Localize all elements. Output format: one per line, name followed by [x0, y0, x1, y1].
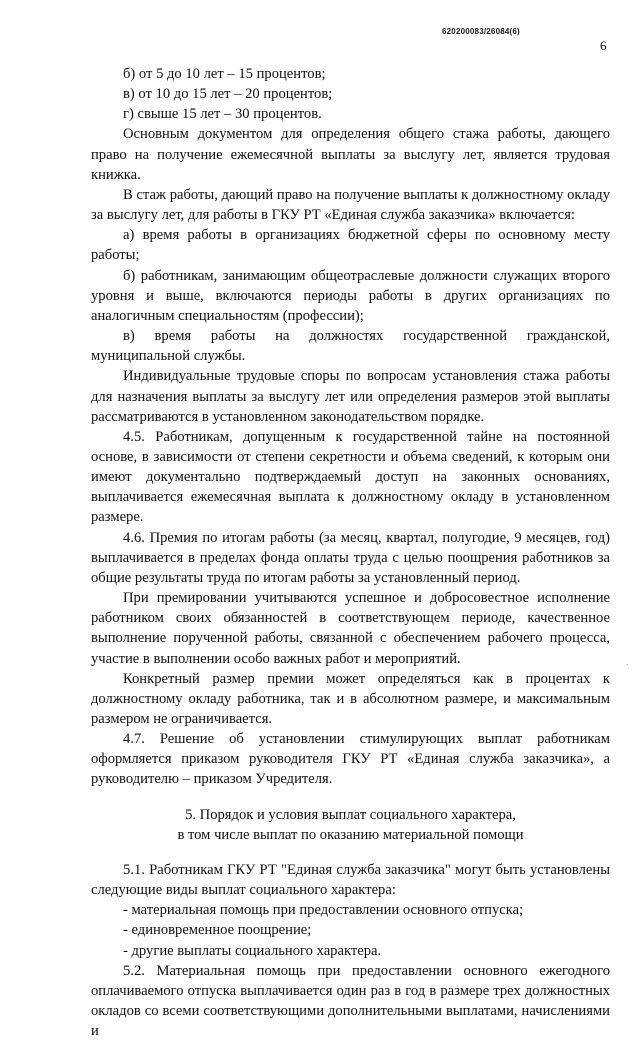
list-item-other-payments: - другие выплаты социального характера. [123, 942, 382, 959]
list-item-g: г) свыше 15 лет – 30 процентов. [123, 106, 322, 123]
document-id: 620200083/26084(6) [442, 27, 520, 36]
section-heading-line-1: 5. Порядок и условия выплат социального характера, [185, 806, 516, 823]
paragraph-bonus-criteria: При премировании учитываются успешное и добросовестное исполнение работником своих обязанностей в соответствующем периоде, качественное выполнение порученной работы, связанной с обеспечением рабочего процесса, участие в выполнении особо важных работ и мероприятий. [91, 590, 610, 667]
paragraph-main-document: Основным документом для определения общего стажа работы, дающего право на получение ежемесячной выплаты за выслугу лет, является трудовая книжка. [91, 126, 610, 183]
paragraph-4-7: 4.7. Решение об установлении стимулирующих выплат работникам оформляется приказом руководителя ГКУ РТ «Единая служба заказчика», а руководителю – приказом Учредителя. [91, 731, 610, 788]
list-item-v: в) от 10 до 15 лет – 20 процентов; [123, 86, 333, 103]
list-item-v-civil-service: в) время работы на должностях государственной гражданской, муниципальной службы. [91, 328, 610, 365]
scan-speck: · [626, 661, 629, 669]
paragraph-4-6: 4.6. Премия по итогам работы (за месяц, квартал, полугодие, 9 месяцев, год) выплачивается в пределах фонда оплаты труда с целью поощрения работников за общие результаты труда по итогам работы за установленный период. [91, 529, 610, 586]
page-number: 6 [600, 38, 607, 53]
paragraph-bonus-size: Конкретный размер премии может определяться как в процентах к должностному окладу работника, так и в абсолютном размере, и максимальным размером не ограничивается. [91, 670, 610, 727]
section-5-heading [91, 805, 610, 845]
list-item-b-employees: б) работникам, занимающим общеотраслевые должности служащих второго уровня и выше, включаются периоды работы в других организациях по аналогичным специальностям (профессии); [91, 267, 610, 324]
list-item-material-aid: - материальная помощь при предоставлении основного отпуска; [123, 902, 524, 919]
paragraph-4-5: 4.5. Работникам, допущенным к государственной тайне на постоянной основе, в зависимости от степени секретности и объема сведений, к которым они имеют документально подтверждаемый доступ на законных основаниях, выплачивается ежемесячная выплата к должностному окладу в установленном размере. [91, 428, 610, 526]
list-item-a-budget: а) время работы в организациях бюджетной сферы по основному месту работы; [91, 227, 610, 264]
paragraph-5-1: 5.1. Работникам ГКУ РТ "Единая служба заказчика" могут быть установлены следующие виды выплат социального характера: [91, 861, 610, 899]
list-item-one-time-bonus: - единовременное поощрение; [123, 922, 312, 939]
paragraph-seniority-includes: В стаж работы, дающий право на получение выплаты к должностному окладу за выслугу лет, для работы в ГКУ РТ «Единая служба заказчика» включается: [91, 186, 610, 224]
document-body [91, 64, 610, 1041]
paragraph-5-2: 5.2. Материальная помощь при предоставлении основного ежегодного оплачиваемого отпуска выплачивается один раз в год в размере трех должностных окладов со всеми соответствующими дополнительными выплатами, начислениями и [91, 962, 610, 1040]
list-item-b: б) от 5 до 10 лет – 15 процентов; [123, 66, 326, 82]
paragraph-labor-disputes: Индивидуальные трудовые споры по вопросам установления стажа работы для назначения выплаты за выслугу лет или определения размеров этой выплаты рассматриваются в установленном законодательством порядке. [91, 368, 610, 425]
section-heading-line-2: в том числе выплат по оказанию материальной помощи [177, 826, 524, 843]
